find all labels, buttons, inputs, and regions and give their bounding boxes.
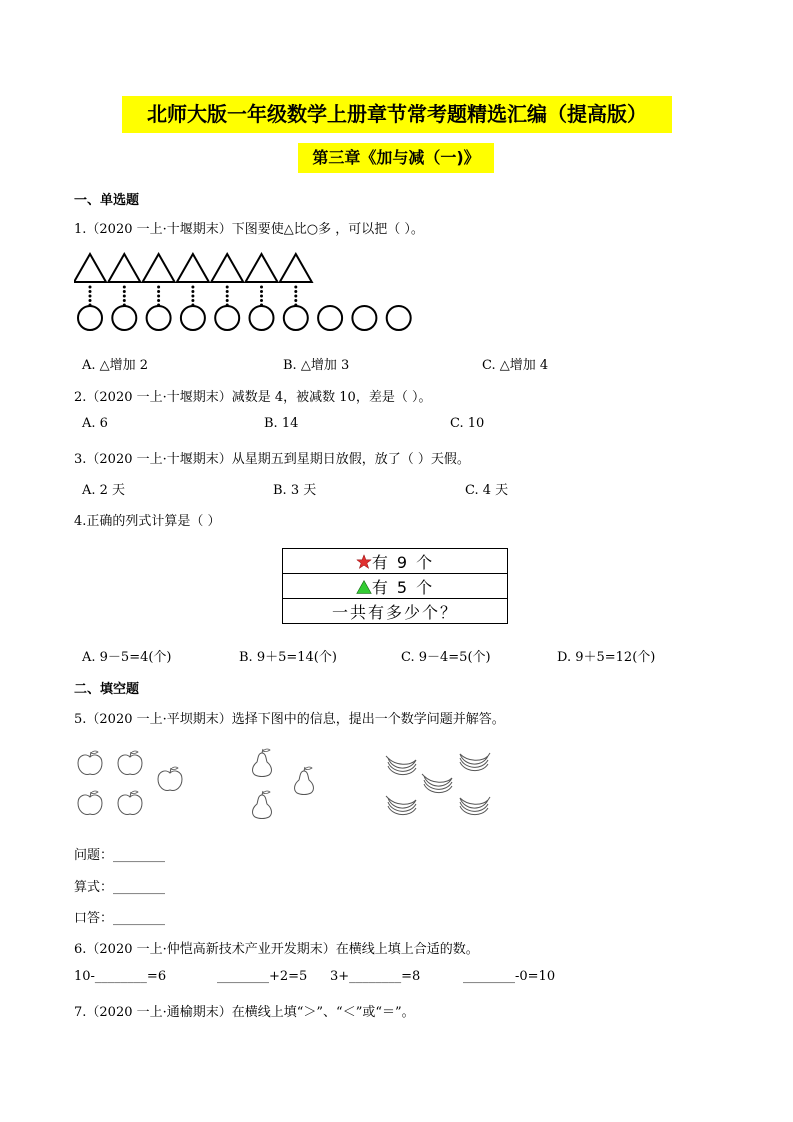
table-cell-text: 有 9 个 [371,552,435,572]
connector-dot [191,290,194,293]
triangle-shape [211,254,243,282]
connector-dot [260,295,263,298]
table-row [283,599,508,624]
connector-dot [260,286,263,289]
connector-dot [226,295,229,298]
connector-dot [294,299,297,302]
triangle-shape [246,254,278,282]
connector-dot [123,295,126,298]
connector-dot [294,286,297,289]
figure-marks [74,254,411,330]
circle-shape [112,306,136,330]
pear-icon [295,767,314,795]
pear-icon [253,791,272,819]
triangle-shape [108,254,140,282]
triangles-circles-figure [74,252,414,334]
banana-group [386,753,490,815]
question-2-text: 2.（2020 一上·十堰期末）减数是 4，被减数 10，差是（ ）。 [74,390,432,405]
connector-dot [294,295,297,298]
blank-equation[interactable]: 3+________=8 [330,969,421,984]
q4-option-c[interactable]: C. 9－4=5(个) [401,650,491,665]
q3-option-a[interactable]: A. 2 天 [82,483,126,498]
connector-dot [226,286,229,289]
table-row [283,574,508,599]
circle-shape [215,306,239,330]
connector-dot [191,286,194,289]
answer-formula-line[interactable]: 算式：________ [74,880,166,895]
apple-group [78,751,182,814]
q1-option-a[interactable]: A. △增加 2 [82,358,149,373]
circle-shape [181,306,205,330]
q3-option-c[interactable]: C. 4 天 [465,483,509,498]
connector-dot [157,295,160,298]
connector-dot [123,299,126,302]
circle-shape [147,306,171,330]
question-1-text: 1.（2020 一上·十堰期末）下图要使△比○多 ，可以把（ ）。 [74,222,424,237]
connector-dot [157,286,160,289]
connector-dot [89,286,92,289]
connector-dot [260,299,263,302]
connector-dot [294,290,297,293]
circle-shape [352,306,376,330]
table-cell [283,549,508,574]
green-triangle-icon [356,579,372,595]
chapter-subtitle: 第三章《加与减（一)》 [298,143,494,173]
blank-equation[interactable]: ________+2=5 [217,969,308,984]
table-cell-text: 一共有多少个？ [331,602,458,622]
question-3-text: 3.（2020 一上·十堰期末）从星期五到星期日放假，放了（ ）天假。 [74,452,470,467]
apple-icon [78,751,102,774]
triangle-shape [280,254,312,282]
apple-icon [158,767,182,790]
connector-dot [191,295,194,298]
q2-option-b[interactable]: B. 14 [264,416,299,431]
table-cell-text: 有 5 个 [371,577,435,597]
banana-icon [386,796,416,815]
connector-dot [89,299,92,302]
circle-shape [250,306,274,330]
q4-option-b[interactable]: B. 9＋5=14(个) [239,650,337,665]
table-row [283,549,508,574]
connector-dot [157,290,160,293]
question-4-text: 4.正确的列式计算是（ ） [74,514,221,529]
pear-icon [253,749,272,777]
section-heading-fill-blank: 二、填空题 [74,682,140,697]
table-cell [283,574,508,599]
q1-option-b[interactable]: B. △增加 3 [283,358,350,373]
triangle-shape [74,254,106,282]
pear-group [253,749,314,819]
connector-dot [123,286,126,289]
connector-dot [226,290,229,293]
blank-equation[interactable]: ________-0=10 [463,969,556,984]
triangle-shape [177,254,209,282]
question-6-text: 6.（2020 一上·仲恺高新技术产业开发期末）在横线上填上合适的数。 [74,942,479,957]
q3-option-b[interactable]: B. 3 天 [273,483,317,498]
question-7-text: 7.（2020 一上·通榆期末）在横线上填“＞”、“＜”或“＝”。 [74,1005,415,1020]
table-cell [283,599,508,624]
banana-icon [460,753,490,771]
q4-option-a[interactable]: A. 9－5=4(个) [82,650,172,665]
info-table [282,548,508,624]
q2-option-c[interactable]: C. 10 [450,416,485,431]
banana-icon [460,797,490,815]
apple-icon [78,791,102,814]
connector-dot [191,299,194,302]
apple-icon [118,791,142,814]
connector-dot [157,299,160,302]
red-star-icon [356,554,372,570]
q2-option-a[interactable]: A. 6 [82,416,108,431]
q1-option-c[interactable]: C. △增加 4 [482,358,549,373]
banana-icon [422,774,452,793]
apple-icon [118,751,142,774]
banana-icon [386,756,416,775]
connector-dot [89,295,92,298]
circle-shape [387,306,411,330]
connector-dot [89,290,92,293]
connector-dot [226,299,229,302]
document-title: 北师大版一年级数学上册章节常考题精选汇编（提高版） [122,96,672,133]
section-heading-single-choice: 一、单选题 [74,193,140,208]
answer-oral-line[interactable]: 口答：________ [74,911,166,926]
fruit-figure [74,742,504,824]
circle-shape [318,306,342,330]
circle-shape [78,306,102,330]
answer-question-line[interactable]: 问题：________ [74,848,166,863]
connector-dot [123,290,126,293]
q4-option-d[interactable]: D. 9＋5=12(个) [557,650,656,665]
connector-dot [260,290,263,293]
question-5-text: 5.（2020 一上·平坝期末）选择下图中的信息，提出一个数学问题并解答。 [74,712,505,727]
circle-shape [284,306,308,330]
blank-equation[interactable]: 10-________=6 [74,969,167,984]
triangle-shape [143,254,175,282]
